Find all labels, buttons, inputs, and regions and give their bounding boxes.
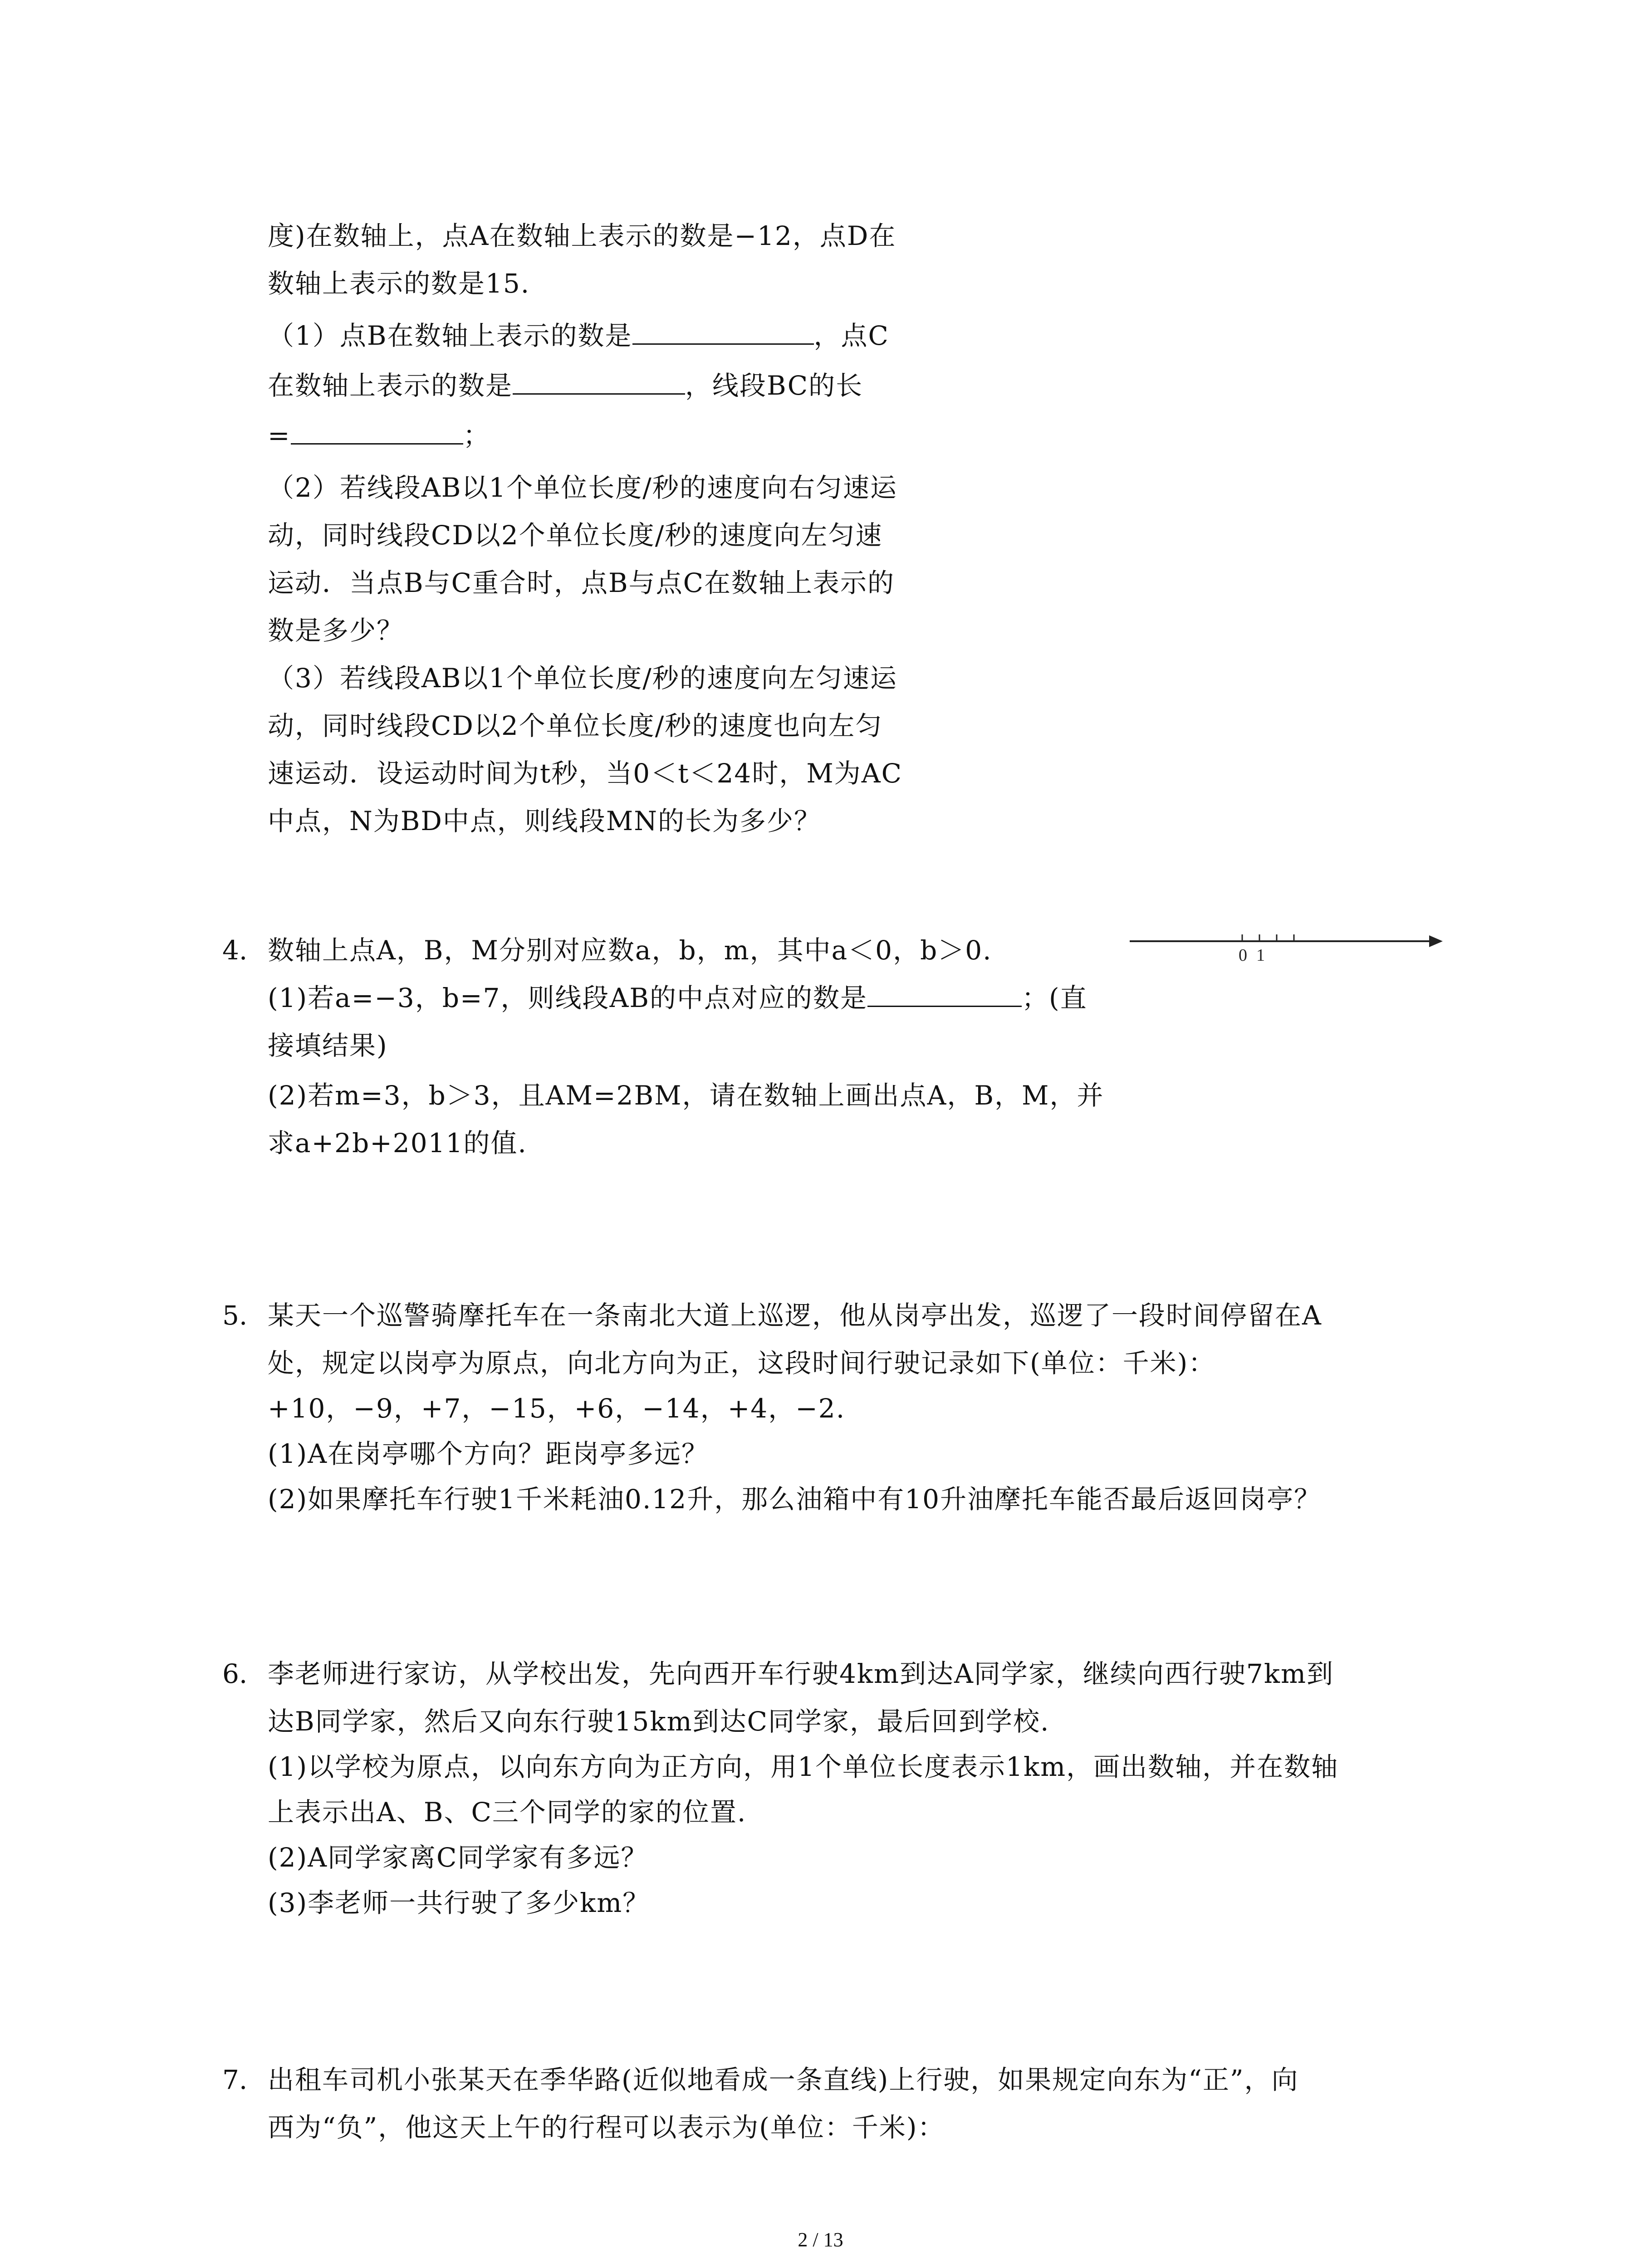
q3-part1-text-b: ，点C bbox=[813, 320, 889, 351]
q7-line-2: 西为“负”，他这天上午的行程可以表示为(单位：千米)： bbox=[268, 2112, 945, 2143]
q6-line-6: (3)李老师一共行驶了多少km？ bbox=[268, 1887, 650, 1918]
q4-number-line bbox=[1125, 925, 1452, 980]
q3-part3-line-4: 中点，N为BD中点，则线段MN的长为多少？ bbox=[268, 806, 822, 836]
q5-line-4: (1)A在岗亭哪个方向？距岗亭多远？ bbox=[268, 1438, 709, 1469]
q4-answer-blank-midpoint[interactable] bbox=[867, 980, 1022, 1007]
q5-line-2: 处，规定以岗亭为原点，向北方向为正，这段时间行驶记录如下(单位：千米)： bbox=[268, 1348, 1216, 1378]
q3-answer-blank-bc[interactable] bbox=[291, 418, 463, 445]
q3-intro-line-1: 度)在数轴上，点A在数轴上表示的数是−12，点D在 bbox=[268, 220, 896, 251]
q3-part3-line-3: 速运动．设运动时间为t秒，当0＜t＜24时，M为AC bbox=[268, 758, 902, 789]
q3-part2-line-3: 运动．当点B与C重合时，点B与点C在数轴上表示的 bbox=[268, 567, 895, 598]
q3-part3-line-2: 动，同时线段CD以2个单位长度/秒的速度也向左匀 bbox=[268, 710, 883, 741]
q6-line-3: (1)以学校为原点，以向东方向为正方向，用1个单位长度表示1km，画出数轴，并在数轴 bbox=[268, 1751, 1339, 1782]
q3-part1-text-e: = bbox=[268, 420, 291, 451]
q3-part1-line-2 bbox=[268, 367, 863, 404]
q6-line-5: (2)A同学家离C同学家有多远？ bbox=[268, 1842, 648, 1873]
q6-line-1: 李老师进行家访，从学校出发，先向西开车行驶4km到达A同学家，继续向西行驶7km到 bbox=[268, 1658, 1334, 1689]
page-number: 2 / 13 bbox=[798, 2229, 843, 2251]
q6-number: 6. bbox=[222, 1658, 248, 1689]
q4-line-2-text-b: ；(直 bbox=[1021, 982, 1087, 1013]
q5-number: 5. bbox=[222, 1300, 248, 1331]
q5-line-3: +10，−9，+7，−15，+6，−14，+4，−2. bbox=[268, 1393, 846, 1424]
q5-line-1: 某天一个巡警骑摩托车在一条南北大道上巡逻，他从岗亭出发，巡逻了一段时间停留在A bbox=[268, 1300, 1322, 1331]
q3-part1-line-1 bbox=[268, 318, 889, 354]
q3-part1-text-c: 在数轴上表示的数是 bbox=[268, 370, 513, 401]
q5-line-5: (2)如果摩托车行驶1千米耗油0.12升，那么油箱中有10升油摩托车能否最后返回岗亭？ bbox=[268, 1484, 1322, 1515]
q4-number: 4. bbox=[222, 935, 248, 966]
axis-label-1: 1 bbox=[1256, 946, 1265, 965]
q3-part2-line-4: 数是多少？ bbox=[268, 615, 404, 646]
q7-number: 7. bbox=[222, 2064, 248, 2095]
q3-part1-text-a: （1）点B在数轴上表示的数是 bbox=[268, 320, 632, 351]
q3-part3-line-1: （3）若线段AB以1个单位长度/秒的速度向左匀速运 bbox=[268, 663, 897, 694]
q3-part1-line-3 bbox=[268, 417, 490, 454]
q4-line-1: 数轴上点A，B，M分别对应数a，b，m，其中a＜0，b＞0. bbox=[268, 935, 992, 966]
q3-answer-blank-b[interactable] bbox=[632, 318, 814, 345]
number-line-arrow bbox=[1429, 935, 1443, 947]
q3-part1-text-f: ； bbox=[463, 420, 490, 451]
q3-answer-blank-c[interactable] bbox=[513, 368, 685, 395]
q4-line-2-text-a: (1)若a=−3，b=7，则线段AB的中点对应的数是 bbox=[268, 982, 867, 1013]
q6-line-2: 达B同学家，然后又向东行驶15km到达C同学家，最后回到学校. bbox=[268, 1706, 1050, 1737]
q4-line-2 bbox=[268, 980, 1087, 1016]
q7-line-1: 出租车司机小张某天在季华路(近似地看成一条直线)上行驶，如果规定向东为“正”，向 bbox=[268, 2064, 1299, 2095]
q3-part1-text-d: ，线段BC的长 bbox=[685, 370, 863, 401]
q3-part2-line-1: （2）若线段AB以1个单位长度/秒的速度向右匀速运 bbox=[268, 472, 897, 503]
q4-line-5: 求a+2b+2011的值. bbox=[268, 1128, 527, 1158]
q4-line-3: 接填结果) bbox=[268, 1030, 388, 1061]
q3-part2-line-2: 动，同时线段CD以2个单位长度/秒的速度向左匀速 bbox=[268, 520, 883, 551]
q4-line-4: (2)若m=3，b＞3，且AM=2BM，请在数轴上画出点A，B，M，并 bbox=[268, 1080, 1104, 1111]
q6-line-4: 上表示出A、B、C三个同学的家的位置. bbox=[268, 1797, 747, 1828]
axis-label-0: 0 bbox=[1239, 946, 1247, 965]
q3-intro-line-2: 数轴上表示的数是15. bbox=[268, 268, 530, 299]
